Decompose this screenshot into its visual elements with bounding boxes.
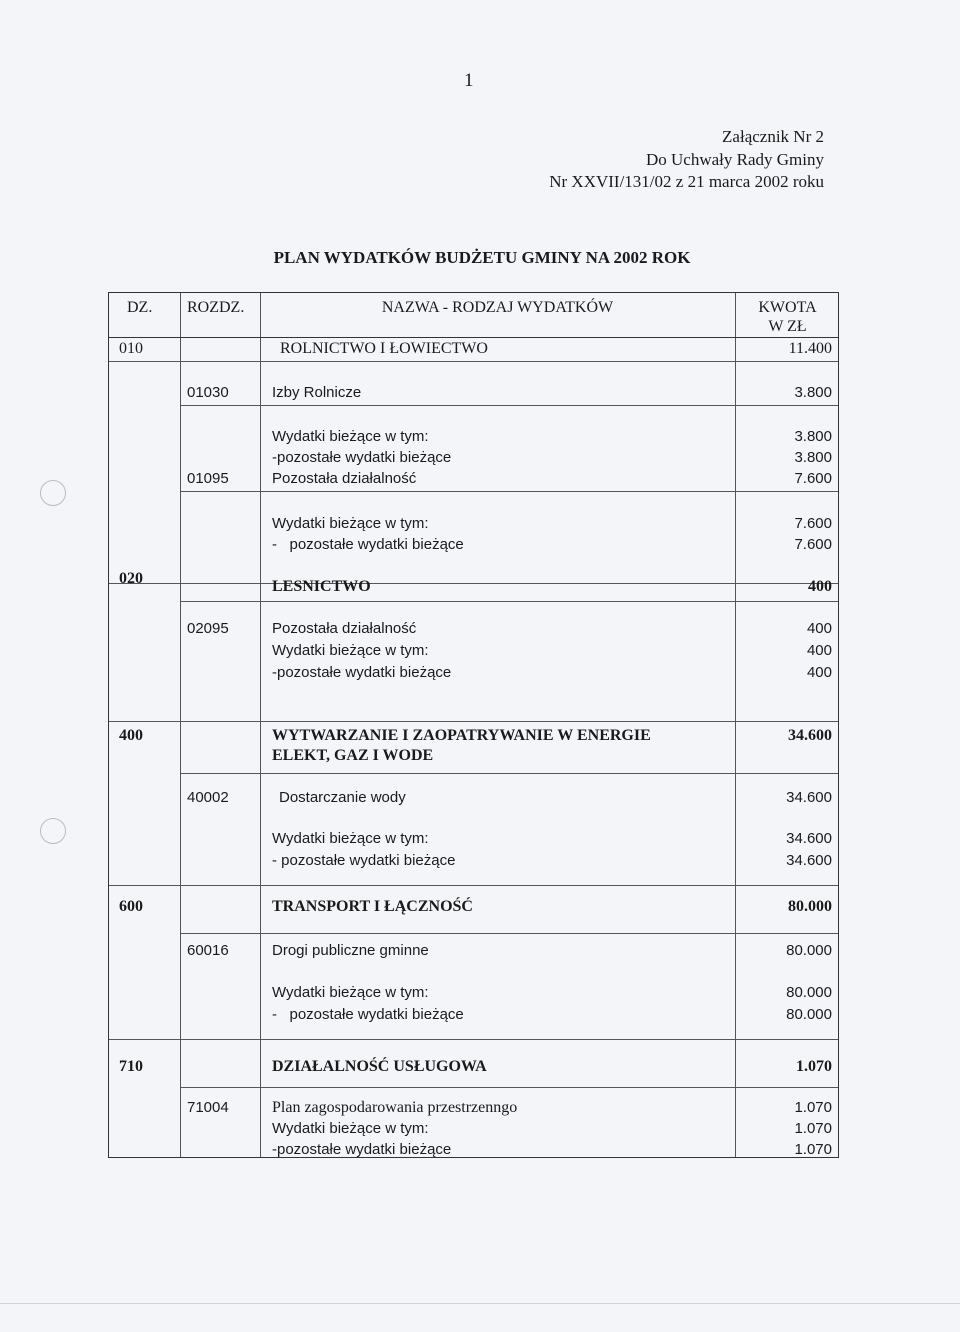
amount: 34.600 <box>786 852 832 869</box>
item-name: Wydatki bieżące w tym: <box>272 984 429 1001</box>
amount: 34.600 <box>786 789 832 806</box>
amount: 34.600 <box>786 830 832 847</box>
item-name: - pozostałe wydatki bieżące <box>272 852 456 869</box>
annex-line-3: Nr XXVII/131/02 z 21 marca 2002 roku <box>549 172 824 191</box>
section-name: ROLNICTWO I ŁOWIECTWO <box>280 340 488 357</box>
header-rozdz: ROZDZ. <box>187 299 245 316</box>
row-divider <box>109 583 838 584</box>
item-name: Wydatki bieżące w tym: <box>272 515 429 532</box>
item-name: -pozostałe wydatki bieżące <box>272 664 452 681</box>
dz-code: 710 <box>119 1058 143 1075</box>
amount: 34.600 <box>788 727 832 744</box>
chapter-name: Pozostała działalność <box>272 620 417 637</box>
row-divider <box>109 721 838 722</box>
amount: 3.800 <box>794 384 832 401</box>
dz-code: 010 <box>119 340 143 357</box>
rozdz-code: 40002 <box>187 789 229 806</box>
amount: 3.800 <box>794 428 832 445</box>
amount: 3.800 <box>794 449 832 466</box>
item-name: - pozostałe wydatki bieżące <box>272 1006 464 1023</box>
chapter-name: Izby Rolnicze <box>272 384 362 401</box>
section-name: TRANSPORT I ŁĄCZNOŚĆ <box>272 898 473 915</box>
page-number: 1 <box>464 70 474 91</box>
amount: 7.600 <box>794 470 832 487</box>
punch-hole <box>40 818 66 844</box>
header-kwota: KWOTA <box>758 299 817 316</box>
item-name: -pozostałe wydatki bieżące <box>272 449 452 466</box>
column-divider <box>180 293 181 1157</box>
amount: 80.000 <box>786 1006 832 1023</box>
chapter-name: Pozostała działalność <box>272 470 417 487</box>
section-name: DZIAŁALNOŚĆ USŁUGOWA <box>272 1058 487 1075</box>
annex-header <box>549 126 824 194</box>
chapter-name: Dostarczanie wody <box>279 789 406 806</box>
row-divider <box>109 361 838 362</box>
header-divider <box>109 337 838 338</box>
item-name: - pozostałe wydatki bieżące <box>272 536 464 553</box>
rozdz-code: 60016 <box>187 942 229 959</box>
budget-table <box>108 292 839 1158</box>
page-edge-line <box>0 1303 960 1304</box>
row-divider <box>180 1087 838 1088</box>
row-divider <box>109 1039 838 1040</box>
rozdz-code: 02095 <box>187 620 229 637</box>
annex-line-1: Załącznik Nr 2 <box>722 127 824 146</box>
amount: 11.400 <box>788 340 832 357</box>
item-name: Wydatki bieżące w tym: <box>272 428 429 445</box>
header-nazwa: NAZWA - RODZAJ WYDATKÓW <box>381 299 614 316</box>
column-divider <box>735 293 736 1157</box>
amount: 7.600 <box>794 515 832 532</box>
header-dz: DZ. <box>127 299 153 316</box>
item-name: Wydatki bieżące w tym: <box>272 830 429 847</box>
chapter-name: Drogi publiczne gminne <box>272 942 429 959</box>
amount: 80.000 <box>786 942 832 959</box>
annex-line-2: Do Uchwały Rady Gminy <box>645 149 824 169</box>
section-name: LESNICTWO <box>272 578 371 595</box>
row-divider <box>180 601 838 602</box>
amount: 400 <box>806 620 832 637</box>
amount: 400 <box>808 578 832 595</box>
amount: 80.000 <box>788 898 832 915</box>
dz-code: 400 <box>119 727 143 744</box>
row-divider <box>180 773 838 774</box>
amount: 1.070 <box>794 1099 832 1116</box>
dz-code: 020 <box>119 570 143 587</box>
chapter-name: Plan zagospodarowania przestrzenngo <box>272 1099 518 1116</box>
amount: 400 <box>806 664 832 681</box>
row-divider <box>180 933 838 934</box>
document-title: PLAN WYDATKÓW BUDŻETU GMINY NA 2002 ROK <box>273 248 691 267</box>
section-name: WYTWARZANIE I ZAOPATRYWANIE W ENERGIE <box>272 727 651 744</box>
amount: 1.070 <box>796 1058 832 1075</box>
item-name: Wydatki bieżące w tym: <box>272 642 429 659</box>
item-name: Wydatki bieżące w tym: <box>272 1120 429 1137</box>
amount: 80.000 <box>786 984 832 1001</box>
punch-hole <box>40 480 66 506</box>
header-kwota-unit: W ZŁ <box>768 318 807 335</box>
row-divider <box>180 405 838 406</box>
rozdz-code: 71004 <box>187 1099 229 1116</box>
amount: 7.600 <box>794 536 832 553</box>
section-name-cont: ELEKT, GAZ I WODE <box>272 747 434 764</box>
rozdz-code: 01095 <box>187 470 229 487</box>
row-divider <box>109 885 838 886</box>
column-divider <box>260 293 261 1157</box>
rozdz-code: 01030 <box>187 384 229 401</box>
amount: 400 <box>806 642 832 659</box>
row-divider <box>180 491 838 492</box>
amount: 1.070 <box>794 1141 832 1158</box>
amount: 1.070 <box>794 1120 832 1137</box>
item-name: -pozostałe wydatki bieżące <box>272 1141 452 1158</box>
dz-code: 600 <box>119 898 143 915</box>
